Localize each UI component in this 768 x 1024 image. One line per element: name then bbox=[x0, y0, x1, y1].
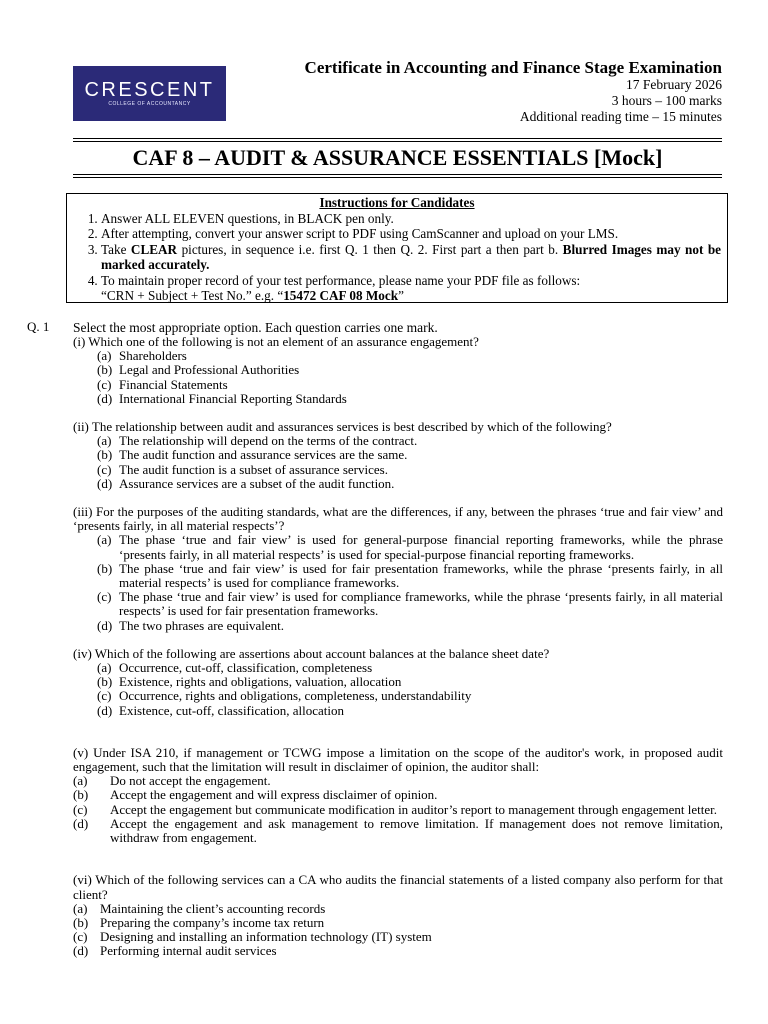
instructions-heading: Instructions for Candidates bbox=[319, 195, 475, 210]
instruction-item: 4. To maintain proper record of your test performance, please name your PDF file as follows: bbox=[101, 273, 721, 289]
title-rule-bottom bbox=[73, 174, 722, 175]
instruction-example: “CRN + Subject + Test No.” e.g. “15472 CAF 08 Mock” bbox=[101, 288, 404, 303]
option: (a) Do not accept the engagement. bbox=[73, 773, 271, 789]
part-iv-stem: (iv) Which of the following are assertions about account balances at the balance sheet date? bbox=[73, 645, 550, 661]
part-iii-stem: (iii) For the purposes of the auditing standards, what are the differences, if any, between the phrases ‘true and fair view’ and ‘presents fairly, in all material respects’? bbox=[73, 504, 723, 534]
option: (c) The audit function is a subset of assurance services. bbox=[97, 461, 388, 477]
option: (b) The audit function and assurance services are the same. bbox=[97, 447, 408, 463]
part-iv-options bbox=[73, 661, 723, 718]
title-rule-top bbox=[73, 138, 722, 139]
part-ii-options bbox=[73, 434, 723, 491]
option: (d) Assurance services are a subset of the audit function. bbox=[97, 475, 395, 491]
part-iii-options bbox=[73, 533, 723, 632]
instruction-item: 3. Take CLEAR pictures, in sequence i.e. first Q. 1 then Q. 2. First part a then part b. Blurred Images may not be marked accurately. bbox=[101, 242, 721, 273]
question-intro: Select the most appropriate option. Each question carries one mark. bbox=[73, 320, 438, 335]
college-logo bbox=[73, 66, 226, 121]
exam-duration: 3 hours – 100 marks bbox=[611, 93, 722, 108]
option: (d) Performing internal audit services bbox=[73, 943, 277, 959]
option: (c) The phase ‘true and fair view’ is used for compliance frameworks, while the phrase ‘presents fairly, in all material respects’ is used for fair presentation frameworks. bbox=[97, 589, 723, 619]
part-v-stem: (v) Under ISA 210, if management or TCWG impose a limitation on the scope of the auditor's work, in proposed audit engagement, such that the limitation will result in disclaimer of opinion, the auditor shall: bbox=[73, 744, 723, 775]
option: (b) Accept the engagement and will express disclaimer of opinion. bbox=[73, 787, 438, 803]
title-rule-bottom-2 bbox=[73, 177, 722, 178]
exam-header bbox=[305, 58, 722, 125]
option: (a) The phase ‘true and fair view’ is used for general-purpose financial reporting frameworks, while the phrase ‘presents fairly, in all material respects’ is used for special-purpose financial reporting frameworks. bbox=[97, 532, 723, 562]
exam-date: 17 February 2026 bbox=[626, 77, 722, 92]
option: (d) The two phrases are equivalent. bbox=[97, 617, 284, 633]
instructions-box bbox=[66, 193, 728, 303]
logo-subtitle: COLLEGE OF ACCOUNTANCY bbox=[108, 101, 191, 107]
part-v-options bbox=[73, 774, 723, 845]
option: (b) Existence, rights and obligations, valuation, allocation bbox=[97, 674, 402, 690]
instruction-item: 1. Answer ALL ELEVEN questions, in BLACK pen only. bbox=[101, 211, 721, 227]
option: (b) The phase ‘true and fair view’ is used for fair presentation frameworks, while the phrase ‘presents fairly, in all material respects’ is used for compliance frameworks. bbox=[97, 560, 723, 591]
option: (a) Maintaining the client’s accounting records bbox=[73, 900, 326, 916]
part-i-options bbox=[73, 349, 723, 406]
option: (d) International Financial Reporting Standards bbox=[97, 390, 347, 406]
option: (c) Occurrence, rights and obligations, completeness, understandability bbox=[97, 688, 472, 704]
instruction-item: 2. After attempting, convert your answer script to PDF using CamScanner and upload on your LMS. bbox=[101, 226, 721, 242]
paper-title: CAF 8 – AUDIT & ASSURANCE ESSENTIALS [Mock] bbox=[132, 145, 663, 170]
part-vi-stem: (vi) Which of the following services can a CA who audits the financial statements of a listed company also perform for that client? bbox=[73, 872, 723, 902]
title-rule-top-2 bbox=[73, 141, 722, 142]
question-number: Q. 1 bbox=[27, 319, 50, 334]
option: (c) Accept the engagement but communicate modification in auditor’s report to management through engagement letter. bbox=[73, 801, 717, 817]
question-1 bbox=[27, 320, 723, 959]
option: (a) Occurrence, cut-off, classification, completeness bbox=[97, 660, 373, 676]
option: (d) Accept the engagement and ask management to remove limitation. If management does not remove limitation, withdraw from engagement. bbox=[73, 815, 723, 846]
option: (b) Legal and Professional Authorities bbox=[97, 362, 300, 378]
part-i-stem: (i) Which one of the following is not an element of an assurance engagement? bbox=[73, 334, 479, 349]
question-body bbox=[73, 320, 723, 959]
exam-title: Certificate in Accounting and Finance Stage Examination bbox=[304, 58, 722, 77]
option: (d) Existence, cut-off, classification, allocation bbox=[97, 702, 345, 718]
part-vi-options bbox=[73, 902, 723, 959]
option: (c) Designing and installing an information technology (IT) system bbox=[73, 929, 432, 945]
option: (b) Preparing the company’s income tax return bbox=[73, 914, 325, 930]
instructions-list bbox=[67, 211, 727, 289]
option: (c) Financial Statements bbox=[97, 376, 228, 392]
part-ii-stem: (ii) The relationship between audit and assurances services is best described by which of the following? bbox=[73, 419, 612, 435]
option: (a) The relationship will depend on the terms of the contract. bbox=[97, 433, 418, 449]
option: (a) Shareholders bbox=[97, 348, 187, 364]
exam-reading-time: Additional reading time – 15 minutes bbox=[519, 109, 722, 124]
logo-name: CRESCENT bbox=[84, 79, 215, 101]
